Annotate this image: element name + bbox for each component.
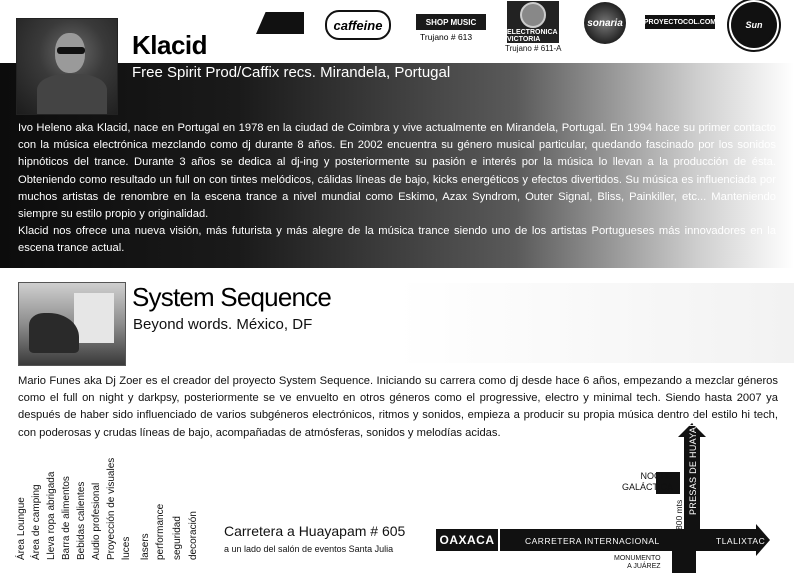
shop-music-logo: SHOP MUSIC — [416, 14, 486, 30]
artist-name-system-sequence: System Sequence — [132, 282, 332, 312]
service-item: Audio profesional — [91, 482, 102, 560]
sonaria-logo: sonaria — [584, 2, 626, 44]
klacid-photo — [16, 18, 118, 115]
galactica-line: GALÁCTICA — [622, 482, 674, 492]
bio-paragraph: Ivo Heleno aka Klacid, nace en Portugal en 1978 en la ciudad de Coimbra y vive actualmente en Mirandela, Portugal. En 1994 hace su primer contacto con la música electrónica mezclando como dj durante 8 años. En 2002 encuentra su género musical particular, quedando fascinado por los sonidos hipnóticos del trance. Durante 3 años se dedica al dj-ing y posteriormente su pasión e interés por la música lo llevan a la producción de ésta. Obteniendo como resultado un full on con tintes melódicos, cálidas líneas de bajo, kicks energéticos y efectos divertidos. Su música es influenciada por muchos artistas de renombre en la escena trance a nivel mundial como Eskimo, Azax Syndrom, Outer Signal, Bliss, Painkiller, etc... Manteniendo siempre su estilo propio y originalidad. — [18, 122, 776, 221]
map-label-oaxaca: OAXACA — [436, 529, 500, 551]
electronica-victoria-label: ELECTRONICA VICTORIA — [507, 28, 558, 43]
vinyl-icon — [520, 2, 546, 28]
artist-bio-system-sequence: Mario Funes aka Dj Zoer es el creador del proyecto System Sequence. Iniciando su carrera como dj desde hace 6 años, empezando a mezclar géneros como el full on night y darkpsy, posteriormente se ve envuelto en otros géneros como el progressive, electro y minimal tech. Siendo hasta 2007 ya después de haber sido influenciado de varios subgéneros electrónicos, ritmos y sonidos, empieza a producir su propia música dentro del estilo hi tech, con poderosas y crudas líneas de bajo, acompañadas de atmósferas, sonidos y melodías acidas. — [18, 375, 778, 439]
service-item: performance — [155, 503, 166, 560]
noche-line: NOCHE — [640, 471, 674, 481]
service-item: Bebidas calientes — [76, 481, 87, 560]
caffeine-logo: caffeine — [325, 10, 391, 40]
juarez-line: A JUÁREZ — [627, 563, 661, 570]
service-item: luces — [121, 536, 132, 560]
service-item: lasers — [140, 533, 151, 560]
artist-subtitle-klacid: Free Spirit Prod/Caffix recs. Mirandela, Portugal — [132, 64, 451, 81]
service-item: Barra de alimentos — [61, 476, 72, 560]
cl-logo — [250, 8, 310, 38]
service-item: decoración — [188, 511, 199, 560]
electronica-victoria-address: Trujano # 611-A — [505, 44, 562, 53]
service-item: seguridad — [172, 516, 183, 560]
electronica-victoria-logo — [507, 1, 559, 43]
artist-bio-klacid — [18, 120, 776, 258]
shop-music-address: Trujano # 613 — [420, 32, 473, 42]
map-label-carretera: CARRETERA INTERNACIONAL — [525, 536, 660, 546]
map-label-monumento — [614, 555, 661, 571]
proyectocol-logo: PROYECTOCOL.COM — [645, 15, 715, 29]
venue-address: Carretera a Huayapam # 605 — [224, 523, 406, 539]
service-item: Área de camping — [31, 484, 42, 560]
service-item: Área Loungue — [16, 497, 27, 560]
monumento-line: MONUMENTO — [614, 555, 661, 562]
map-label-presas: PRESAS DE HUAYAPAM — [688, 407, 698, 515]
service-item: Lleva ropa abrigada — [46, 471, 57, 560]
artist-subtitle-system-sequence: Beyond words. México, DF — [133, 316, 313, 333]
system-sequence-photo — [18, 282, 126, 366]
venue-reference: a un lado del salón de eventos Santa Julia — [224, 544, 394, 554]
map-label-distance: 800 mts — [674, 499, 684, 530]
artist-name-klacid: Klacid — [132, 30, 208, 60]
bio-paragraph: Klacid nos ofrece una nueva visión, más futurista y más alegre de la música trance siendo uno de los artistas Portugueses más innovadores en la escena trance actual. — [18, 225, 776, 255]
map-label-tlalixtac: TLALIXTAC — [716, 536, 766, 546]
map-label-noche-galactica — [622, 471, 673, 493]
service-item: Proyección de visuales — [106, 457, 117, 560]
sun-logo: Sun — [731, 2, 777, 48]
map-monument-marker — [672, 551, 696, 573]
